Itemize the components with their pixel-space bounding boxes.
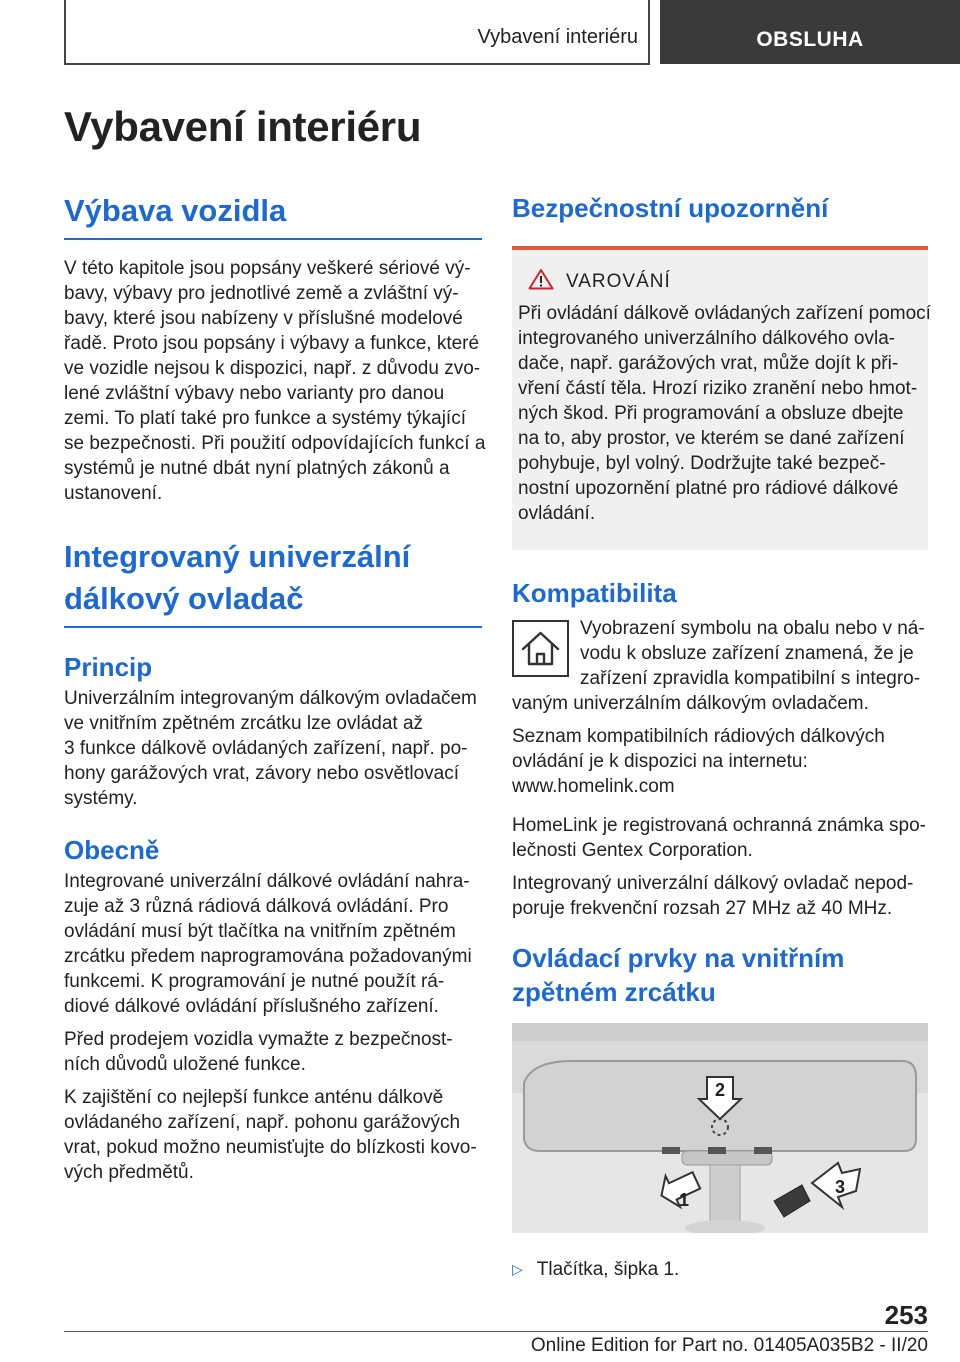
heading-bezpecnostni-upozorneni: Bezpečnostní upozornění <box>512 193 829 223</box>
page-number: 253 <box>884 1300 928 1330</box>
triangle-bullet-icon: ▷ <box>512 1261 523 1277</box>
footer-rule <box>64 1331 928 1332</box>
left-column <box>64 190 486 1185</box>
paragraph-kompatibilita-1: Vyobrazení symbolu na obalu nebo v ná‐ vodu k obsluze zařízení znamená, že je zařízení zpravidla kompatibilní s integro‐ <box>580 618 925 689</box>
heading-integrovany-ovladac: Integrovaný univerzální dálkový ovladač <box>64 536 482 628</box>
warning-text: Při ovládání dálkově ovládaných zařízení pomocí integrovaného univerzálního dálkového ovla‐ dače, např. garážových vrat, může dojít k při‐ vření částí těla. Hrozí riziko zranění nebo hmot‐ ných škod. Při programování a obsluze dbejte na to, aby prostor, ve kterém se dané zařízení pohybuje, byl volný. Dodržujte také bezpeč‐ nostní upozornění platné pro rádiové dálkové ovládání. <box>518 303 931 524</box>
page-title: Vybavení interiéru <box>64 103 422 150</box>
paragraph-princip: Univerzálním integrovaným dálkovým ovladačem ve vnitřním zpětném zrcátku lze ovládat až 3 funkce dálkově ovládaných zařízení, např. po‐ hony garážových vrat, závory nebo osvětlovací systémy. <box>64 688 477 809</box>
heading-ovladaci-prvky: Ovládací prvky na vnitřním zpětném zrcátku <box>512 943 845 1007</box>
callout-2-label: 2 <box>714 1080 726 1100</box>
heading-princip: Princip <box>64 652 153 682</box>
heading-vybava-vozidla: Výbava vozidla <box>64 190 482 240</box>
mirror-controls-illustration <box>512 1023 928 1233</box>
header-frame-bottom <box>64 63 650 65</box>
callout-1-label: 1 <box>678 1190 690 1210</box>
header-frame-left <box>64 0 66 64</box>
callout-3-label: 3 <box>834 1177 846 1197</box>
home-icon <box>512 620 569 677</box>
header-section-title: Vybavení interiéru <box>477 26 638 48</box>
compatibility-block <box>512 616 928 716</box>
paragraph-kompatibilita-3: HomeLink je registrovaná ochranná známka spo‐ lečnosti Gentex Corporation. <box>512 815 926 861</box>
paragraph-obecne-1: Integrované univerzální dálkové ovládání nahra‐ zuje až 3 různá rádiová dálková ovládání. Pro ovládání musí být tlačítka na vnitřním zpětném zrcátku předem naprogramována požadovanými funkcemi. K programování je nutné použít rá‐ diové dálkové ovládání příslušného zařízení. <box>64 871 472 1017</box>
header-frame-right <box>648 0 650 64</box>
paragraph-kompatibilita-4: Integrovaný univerzální dálkový ovladač nepod‐ poruje frekvenční rozsah 27 MHz až 40 MHz. <box>512 873 914 919</box>
warning-box <box>512 246 931 550</box>
paragraph-vybava: V této kapitole jsou popsány veškeré sériové vý‐ bavy, výbavy pro jednotlivé země a zvláštní vý‐ bavy, které jsou nabízeny v příslušné modelové řadě. Proto jsou popsány i výbavy a funkce, které ve vozidle nejsou k dispozici, např. z důvodu zvo‐ lené zvláštní výbavy nebo varianty pro danou zemi. To platí také pro funkce a systémy týkající se bezpečnosti. Při použití odpovídajících funkcí a systémů je nutné dbát nyní platných zákonů a ustanovení. <box>64 258 486 504</box>
header-chapter-tab: OBSLUHA <box>660 0 960 64</box>
paragraph-obecne-3: K zajištění co nejlepší funkce anténu dálkově ovládaného zařízení, např. pohonu garážových vrat, pokud možno neumisťujte do blízkosti kovo‐ vých předmětů. <box>64 1087 477 1183</box>
heading-kompatibilita: Kompatibilita <box>512 578 677 608</box>
warning-title: VAROVÁNÍ <box>566 270 671 292</box>
list-item <box>512 1257 928 1282</box>
paragraph-obecne-2: Před prodejem vozidla vymažte z bezpečnost‐ ních důvodů uložené funkce. <box>64 1029 453 1075</box>
paragraph-kompatibilita-1-end: vaným univerzálním dálkovým ovladačem. <box>512 693 869 714</box>
paragraph-kompatibilita-2: Seznam kompatibilních rádiových dálkových ovládání je k dispozici na internetu: www.homelink.com <box>512 724 928 799</box>
footer-edition: Online Edition for Part no. 01405A035B2 - II/20 <box>530 1335 928 1356</box>
heading-obecne: Obecně <box>64 835 160 865</box>
warning-triangle-icon <box>528 268 554 295</box>
warning-top-bar <box>512 246 928 250</box>
list-item-text: Tlačítka, šipka 1. <box>536 1259 680 1280</box>
right-column <box>512 190 931 1282</box>
homelink-url: www.homelink.com <box>512 776 675 797</box>
